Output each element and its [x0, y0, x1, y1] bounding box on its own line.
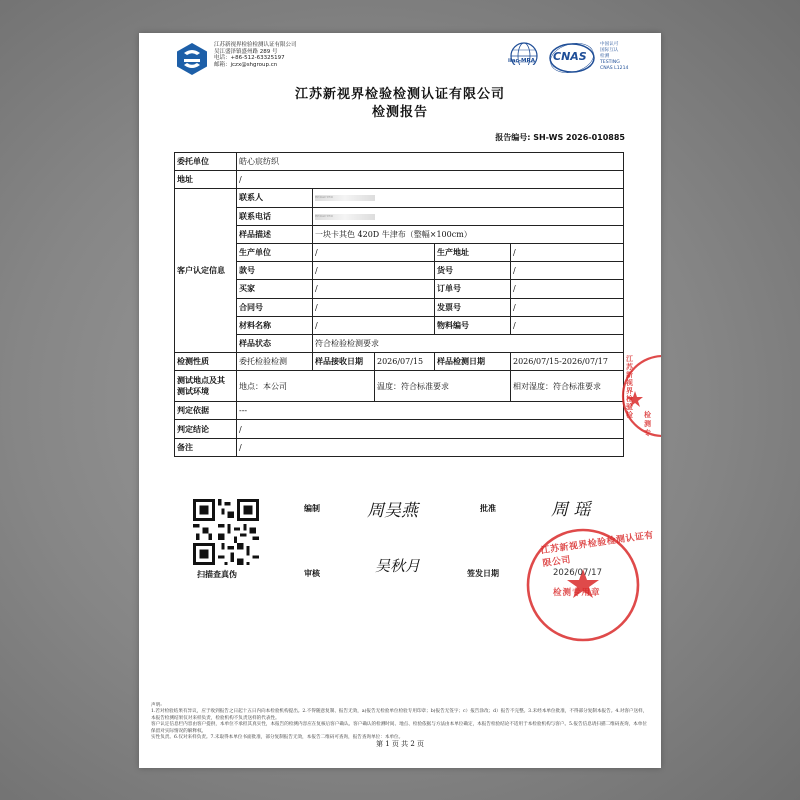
- statement-line: 客户认定信息栏内容由客户提供，本单位不承担其真实性，本报告的检测内容应在复核后客户确认。客户确认的检测时间、地点、检验依据与方法由本单位确定，本报告检验结论不适用于本检验机构与客户。5.报告信息请扫描二维码查询，本单位保留对实际情况的解释权。: [151, 722, 647, 734]
- location-label-line: 测试环境: [177, 387, 209, 397]
- sample-status-value: 符合检验检测要求: [313, 334, 624, 352]
- table-row: [175, 353, 624, 371]
- receive-date-value: 2026/07/15: [375, 353, 435, 371]
- invoice-value: /: [511, 298, 624, 316]
- table-row: [175, 262, 624, 280]
- client-value: 皓心宸纺织: [237, 153, 624, 171]
- producer-label: 生产单位: [237, 243, 313, 261]
- cnas-line: TESTING: [600, 60, 620, 65]
- redacted-contact: REDACTED: [315, 195, 375, 201]
- table-row: [175, 298, 624, 316]
- temperature-value: 温度：符合标准要求: [375, 371, 511, 402]
- conclusion-value: /: [237, 420, 624, 438]
- contact-label: 联系人: [237, 189, 313, 207]
- report-number: 报告编号: SH-WS 2026-010885: [495, 133, 625, 142]
- material-label: 材料名称: [237, 316, 313, 334]
- test-nature-value: 委托检验检测: [237, 353, 313, 371]
- table-row: [175, 207, 624, 225]
- item-no-label: 货号: [435, 262, 511, 280]
- basis-value: ---: [237, 402, 624, 420]
- table-row: [175, 171, 624, 189]
- customer-info-label: 客户认定信息: [175, 189, 237, 353]
- table-row: [175, 402, 624, 420]
- humidity-value: 相对湿度：符合标准要求: [511, 371, 624, 402]
- producer-value: /: [313, 243, 435, 261]
- official-stamp-text: 江苏新视界检验检测认证有限公司: [540, 530, 655, 570]
- order-no-label: 订单号: [435, 280, 511, 298]
- statement-line: 1.若对检验结果有异议，应于收到报告之日起十五日内向本检验机构提出。2.不得随意复制、报告无效，a)报告无检验单位检验专用印章；b)报告无签字；c）报告涂改；d）报告不完整。3.未经本单位批准，不得部分复制本报告。4.对客户送样，本报告检测结果仅对来样负责，检验机构不负责送样的代表性。: [151, 709, 648, 721]
- remarks-value: /: [237, 438, 624, 456]
- basis-label: 判定依据: [175, 402, 237, 420]
- style-label: 款号: [237, 262, 313, 280]
- company-phone: 电话：+86-512-63325197: [214, 55, 285, 62]
- phone-label: 联系电话: [237, 207, 313, 225]
- address-label: 地址: [175, 171, 237, 189]
- scan-label: 扫描查真伪: [197, 570, 237, 579]
- approve-label: 批准: [480, 504, 496, 513]
- table-row: [175, 334, 624, 352]
- table-row: [175, 153, 624, 171]
- buyer-value: /: [313, 280, 435, 298]
- cnas-line: CNAS L1214: [600, 66, 629, 71]
- sample-status-label: 样品状态: [237, 334, 313, 352]
- report-title: 检测报告: [371, 105, 428, 120]
- receive-date-label: 样品接收日期: [313, 353, 375, 371]
- table-row: [175, 189, 624, 207]
- issue-date-value: 2026/07/17: [553, 568, 602, 578]
- table-row: [175, 316, 624, 334]
- cnas-description: [600, 42, 628, 72]
- phone-value: [313, 207, 624, 225]
- test-date-label: 样品检测日期: [435, 353, 511, 371]
- cnas-line: 国际互认: [600, 48, 619, 53]
- report-page: [139, 33, 661, 768]
- review-label: 审核: [304, 569, 320, 578]
- side-stamp-text: 江苏新视界检验检: [626, 355, 633, 419]
- report-title-company: 江苏新视界检验检测认证有限公司: [294, 87, 505, 102]
- sample-desc-value: 一块卡其色 420D 牛津布（整幅×100cm）: [313, 225, 624, 243]
- qr-code[interactable]: [193, 499, 259, 565]
- test-nature-label: 检测性质: [175, 353, 237, 371]
- style-value: /: [313, 262, 435, 280]
- table-row: [175, 280, 624, 298]
- contract-value: /: [313, 298, 435, 316]
- contract-label: 合同号: [237, 298, 313, 316]
- invoice-label: 发票号: [435, 298, 511, 316]
- item-no-value: /: [511, 262, 624, 280]
- contact-value: [313, 189, 624, 207]
- redacted-phone: REDACTED: [315, 214, 375, 220]
- side-stamp-sub: 检测专: [644, 411, 651, 437]
- material-no-label: 物料编号: [435, 316, 511, 334]
- table-row: [175, 243, 624, 261]
- order-no-value: /: [511, 280, 624, 298]
- sample-desc-label: 样品描述: [237, 225, 313, 243]
- material-value: /: [313, 316, 435, 334]
- issue-date-label: 签发日期: [467, 569, 499, 578]
- location-label: [175, 371, 237, 402]
- company-email: 邮箱：jczx@shgroup.cn: [214, 61, 278, 68]
- official-stamp-sub: 检测专用章: [553, 588, 601, 598]
- cnas-line: 中国认可: [600, 42, 619, 47]
- ilac-mra-text: ilac-MRA: [508, 58, 535, 64]
- company-header-info: [214, 42, 297, 68]
- table-row: [175, 438, 624, 456]
- statement-block: [151, 703, 649, 741]
- table-row: [175, 371, 624, 402]
- compile-signature: 周吴燕: [367, 501, 418, 521]
- material-no-value: /: [511, 316, 624, 334]
- table-row: [175, 420, 624, 438]
- cnas-line: 检测: [600, 54, 610, 59]
- address-value: /: [237, 171, 624, 189]
- approve-signature: 周 瑶: [551, 500, 591, 520]
- buyer-label: 买家: [237, 280, 313, 298]
- producer-addr-value: /: [511, 243, 624, 261]
- client-label: 委托单位: [175, 153, 237, 171]
- company-address: 吴江盛泽镇盛州路 289 号: [214, 48, 278, 55]
- remarks-label: 备注: [175, 438, 237, 456]
- cnas-text: CNAS: [553, 50, 587, 63]
- review-signature: 吴秋月: [375, 557, 421, 575]
- company-name-small: 江苏新视界检验检测认证有限公司: [214, 42, 297, 48]
- statement-title: 声明:: [151, 703, 162, 708]
- statement-line: 实性负责。6.仅对来样负责。7.未取得本单位书面批准，部分复制报告无效，本报告二维码可查询，报告查询单位：本单位。: [151, 735, 404, 741]
- test-date-value: 2026/07/15-2026/07/17: [511, 353, 624, 371]
- company-logo: [175, 42, 209, 76]
- location-value: 地点：本公司: [237, 371, 375, 402]
- conclusion-label: 判定结论: [175, 420, 237, 438]
- table-row: [175, 225, 624, 243]
- producer-addr-label: 生产地址: [435, 243, 511, 261]
- page-number: 第 1 页 共 2 页: [375, 740, 425, 748]
- report-info-table: [174, 152, 624, 457]
- location-label-line: 测试地点及其: [177, 376, 225, 386]
- compile-label: 编制: [304, 504, 320, 513]
